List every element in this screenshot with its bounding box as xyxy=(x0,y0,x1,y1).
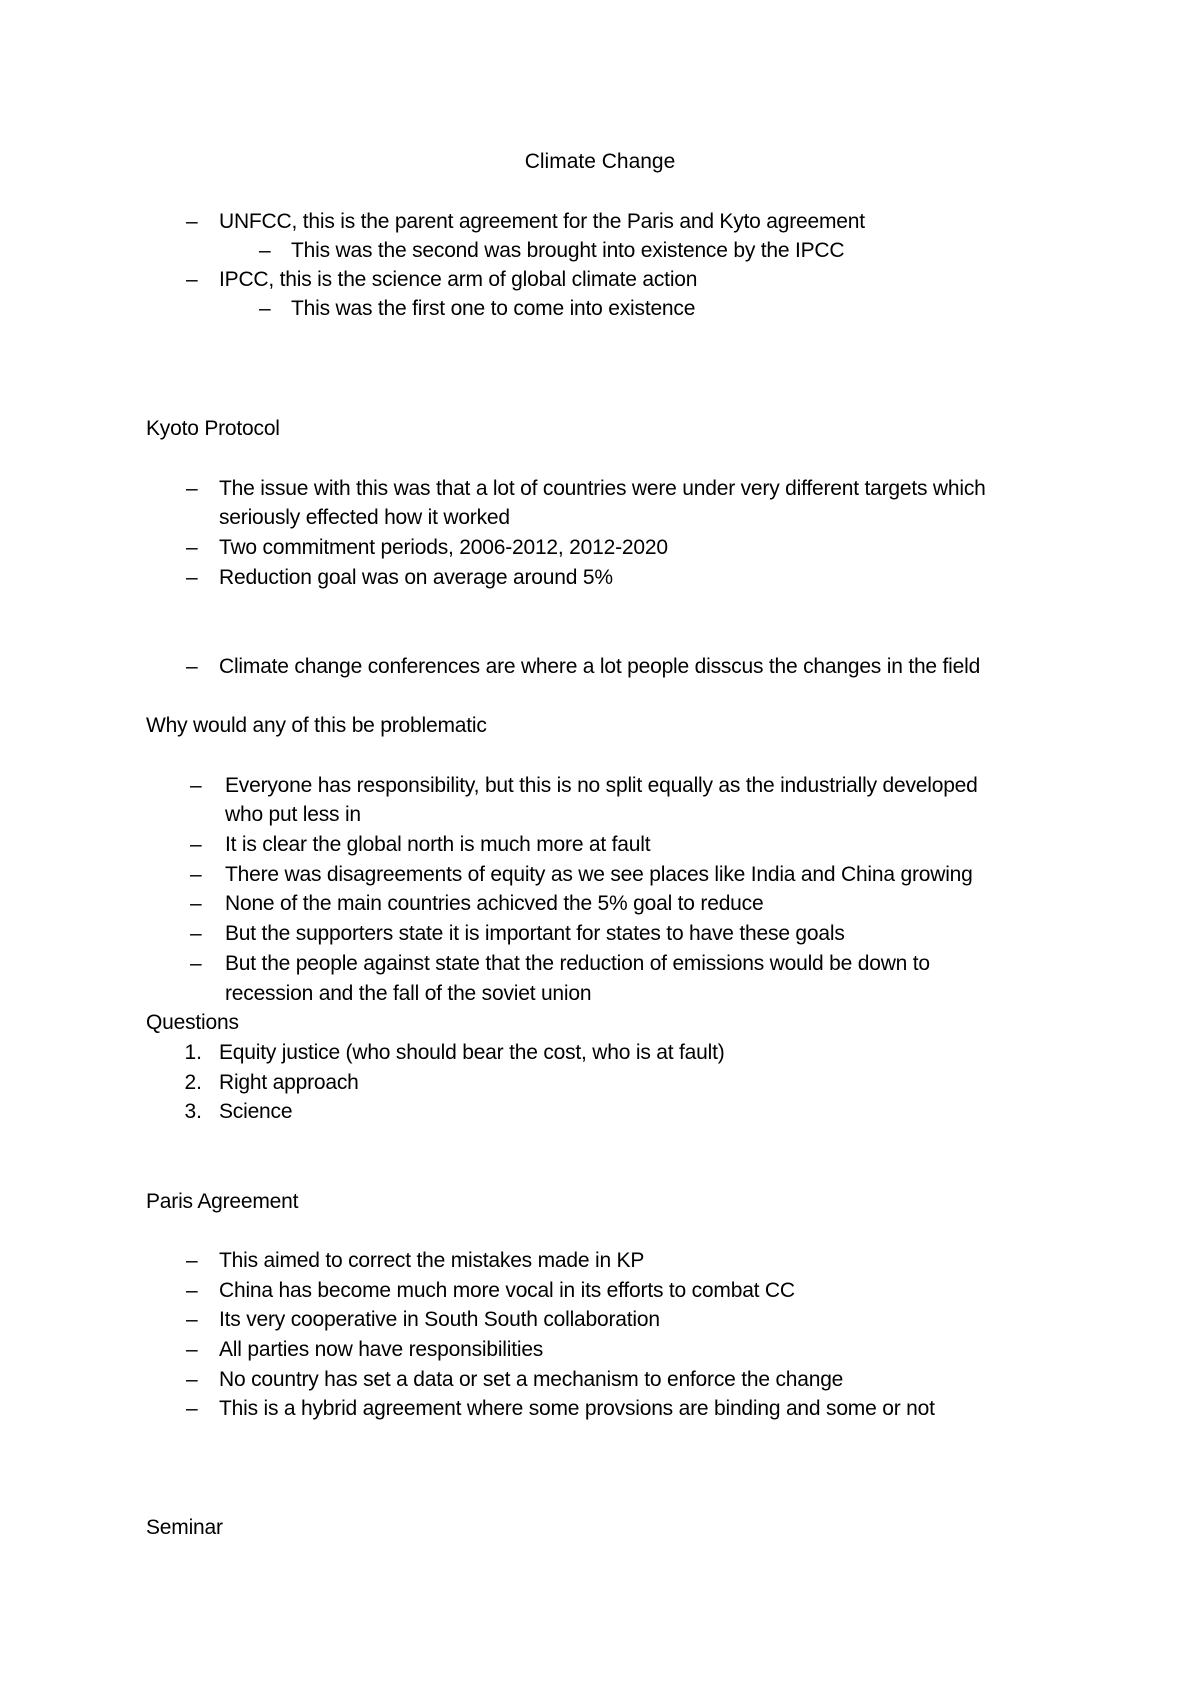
bullet-dash: – xyxy=(186,1308,198,1331)
bullet-dash: – xyxy=(190,863,202,886)
question-item: Equity justice (who should bear the cost, who is at fault) xyxy=(219,1041,725,1064)
bullet-dash: – xyxy=(259,297,271,320)
problematic-bullet-global-north: It is clear the global north is much more at fault xyxy=(225,833,651,856)
section-heading-seminar: Seminar xyxy=(146,1516,223,1539)
intro-subbullet-ipcc: This was the first one to come into existence xyxy=(291,297,696,320)
paris-bullet-responsibilities: All parties now have responsibilities xyxy=(219,1338,544,1361)
problematic-bullet-goal: None of the main countries achicved the 5% goal to reduce xyxy=(225,892,764,915)
intro-bullet-ipcc: IPCC, this is the science arm of global climate action xyxy=(219,268,698,291)
problematic-bullet-equity: There was disagreements of equity as we see places like India and China growing xyxy=(225,863,973,886)
page-title: Climate Change xyxy=(524,150,676,173)
kyoto-bullet-periods: Two commitment periods, 2006-2012, 2012-2020 xyxy=(219,536,668,559)
paris-bullet-china: China has become much more vocal in its efforts to combat CC xyxy=(219,1279,795,1302)
section-heading-paris: Paris Agreement xyxy=(146,1190,299,1213)
kyoto-bullet-targets-line1: The issue with this was that a lot of countries were under very different targets which xyxy=(219,477,986,500)
list-number: 1. xyxy=(184,1041,202,1064)
bullet-dash: – xyxy=(190,952,202,975)
section-heading-problematic: Why would any of this be problematic xyxy=(146,714,487,737)
section-heading-kyoto: Kyoto Protocol xyxy=(146,417,280,440)
problematic-bullet-against-line1: But the people against state that the reduction of emissions would be down to xyxy=(225,952,930,975)
bullet-dash: – xyxy=(186,210,198,233)
kyoto-bullet-targets-line2: seriously effected how it worked xyxy=(219,506,510,529)
bullet-dash: – xyxy=(186,268,198,291)
problematic-bullet-responsibility-line2: who put less in xyxy=(225,803,361,826)
bullet-dash: – xyxy=(186,1338,198,1361)
bullet-dash: – xyxy=(186,566,198,589)
bullet-dash: – xyxy=(186,536,198,559)
kyoto-bullet-conferences: Climate change conferences are where a lot people disscus the changes in the field xyxy=(219,655,981,678)
intro-bullet-unfcc: UNFCC, this is the parent agreement for the Paris and Kyto agreement xyxy=(219,210,865,233)
bullet-dash: – xyxy=(186,1279,198,1302)
question-item: Right approach xyxy=(219,1071,359,1094)
bullet-dash: – xyxy=(190,922,202,945)
section-heading-questions: Questions xyxy=(146,1011,239,1034)
question-item: Science xyxy=(219,1100,293,1123)
bullet-dash: – xyxy=(190,774,202,797)
paris-bullet-mechanism: No country has set a data or set a mechanism to enforce the change xyxy=(219,1368,844,1391)
kyoto-bullet-reduction: Reduction goal was on average around 5% xyxy=(219,566,613,589)
bullet-dash: – xyxy=(186,1249,198,1272)
paris-bullet-cooperative: Its very cooperative in South South collaboration xyxy=(219,1308,660,1331)
intro-subbullet-unfcc: This was the second was brought into existence by the IPCC xyxy=(291,239,845,262)
list-number: 3. xyxy=(184,1100,202,1123)
bullet-dash: – xyxy=(186,1397,198,1420)
bullet-dash: – xyxy=(190,892,202,915)
bullet-dash: – xyxy=(190,833,202,856)
bullet-dash: – xyxy=(186,477,198,500)
list-number: 2. xyxy=(184,1071,202,1094)
problematic-bullet-against-line2: recession and the fall of the soviet union xyxy=(225,982,592,1005)
paris-bullet-correct: This aimed to correct the mistakes made in KP xyxy=(219,1249,645,1272)
bullet-dash: – xyxy=(186,1368,198,1391)
bullet-dash: – xyxy=(186,655,198,678)
paris-bullet-hybrid: This is a hybrid agreement where some provsions are binding and some or not xyxy=(219,1397,935,1420)
problematic-bullet-responsibility-line1: Everyone has responsibility, but this is no split equally as the industrially developed xyxy=(225,774,978,797)
bullet-dash: – xyxy=(259,239,271,262)
problematic-bullet-supporters: But the supporters state it is important for states to have these goals xyxy=(225,922,845,945)
